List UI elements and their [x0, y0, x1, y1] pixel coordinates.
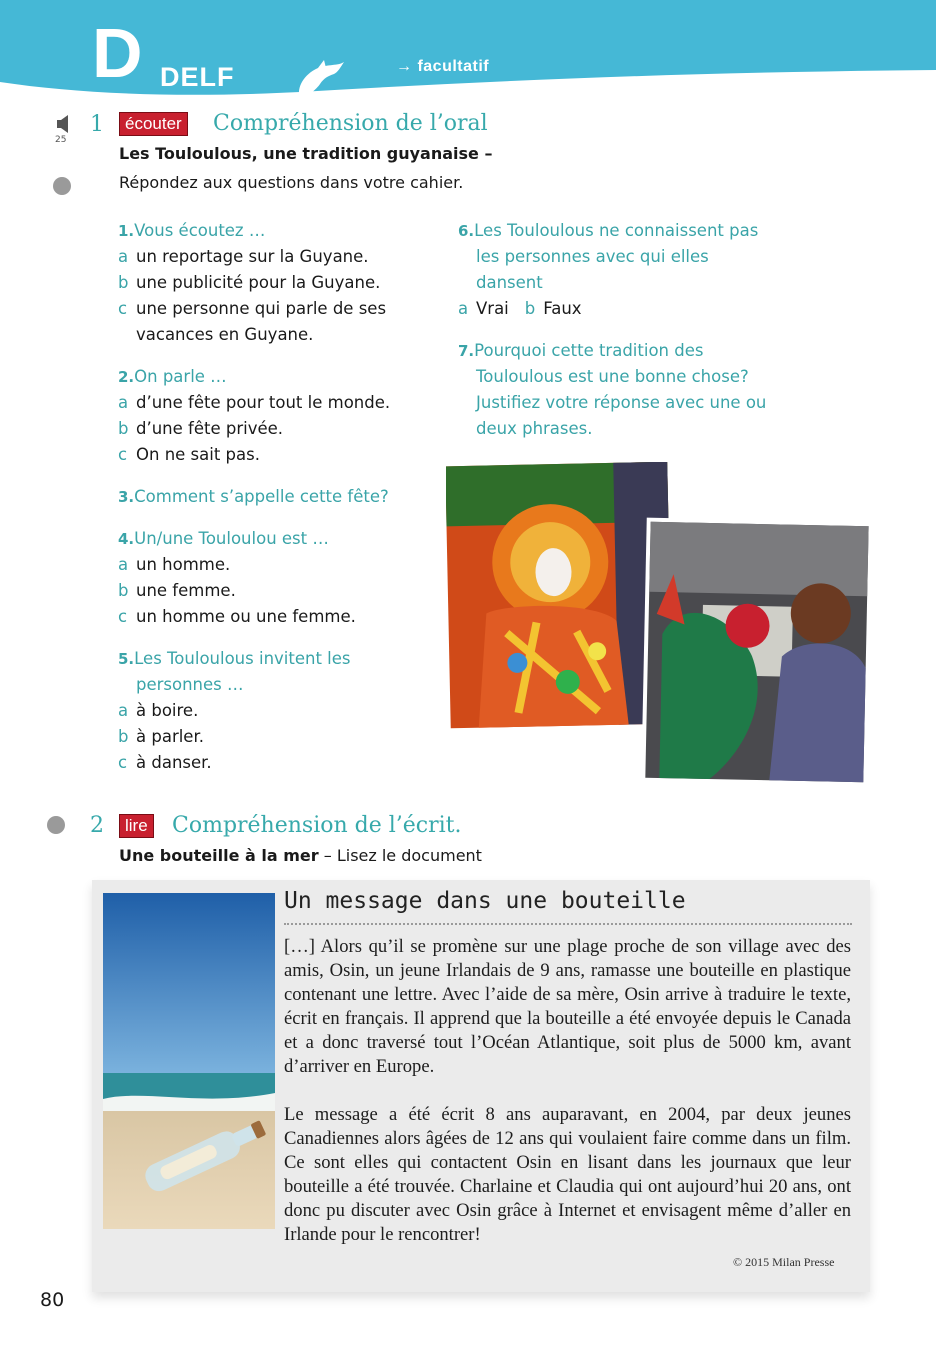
instruction: Répondez aux questions dans votre cahier. [119, 173, 464, 192]
question-text-continued: dansent [476, 273, 543, 292]
document-subtitle: Une bouteille à la mer – Lisez le document [119, 846, 482, 865]
question-4 [118, 526, 438, 630]
question-number: 4. [118, 530, 135, 548]
option: c un homme ou une femme. [118, 607, 356, 626]
option: b d’une fête privée. [118, 419, 284, 438]
speaker-icon[interactable] [56, 114, 72, 134]
option: b une publicité pour la Guyane. [118, 273, 381, 292]
exercise-number: 1 [90, 112, 104, 137]
option-continued: vacances en Guyane. [136, 325, 314, 344]
question-text: Les Touloulous invitent les [134, 649, 351, 668]
question-text: Comment s’appelle cette fête? [134, 487, 389, 506]
question-2 [118, 364, 438, 468]
option-row: a Vrai b Faux [458, 299, 582, 318]
section-title: Compréhension de l’écrit. [172, 813, 462, 838]
option: a d’une fête pour tout le monde. [118, 393, 391, 412]
question-number: 1. [118, 222, 135, 240]
option: a un homme. [118, 555, 231, 574]
section-title: Compréhension de l’oral [213, 111, 488, 136]
question-number: 6. [458, 222, 475, 240]
article-paragraph-2: Le message a été écrit 8 ans auparavant, en 2004, par deux jeunes Canadiennes alors âgées de 12 ans qui voulaient faire comme dans un film. Ce sont elles qui contactent Osin en lisant dans les journaux que leur bouteille a été trouvée. Charlaine et Claudia qui ont aujourd’hui 20 ans, ont donc pu discuter avec Osin grâce à Internet et envisagent même d’aller en Irlande pour le rencontrer! [284, 1104, 851, 1246]
question-text: Pourquoi cette tradition des [474, 341, 704, 360]
carnival-photo-man [642, 516, 872, 786]
bottle-photo [103, 893, 275, 1229]
question-text-continued: Justifiez votre réponse avec une ou [476, 393, 767, 412]
carnival-photo-costume [446, 462, 672, 730]
section-tag [119, 114, 188, 134]
question-text: On parle … [134, 367, 227, 386]
option: c à danser. [118, 753, 212, 772]
copyright-credit: © 2015 Milan Presse [733, 1255, 835, 1269]
question-number: 5. [118, 650, 135, 668]
bullet-dot [53, 177, 71, 195]
exercise-number: 2 [90, 813, 104, 838]
question-number: 3. [118, 488, 135, 506]
option: c On ne sait pas. [118, 445, 260, 464]
tag-listen: écouter [119, 112, 188, 136]
optional-label: → facultatif [396, 58, 490, 75]
option: a un reportage sur la Guyane. [118, 247, 369, 266]
question-3 [118, 484, 438, 510]
question-text: Vous écoutez … [134, 221, 266, 240]
document-heading: Un message dans une bouteille [284, 888, 686, 914]
question-text: Les Touloulous ne connaissent pas [474, 221, 759, 240]
dolphin-icon [294, 58, 346, 104]
exam-label: DELF [160, 62, 235, 92]
tag-read: lire [119, 814, 154, 838]
option: a à boire. [118, 701, 199, 720]
question-number: 7. [458, 342, 475, 360]
option: c une personne qui parle de ses [118, 299, 387, 318]
question-text: Un/une Touloulou est … [134, 529, 329, 548]
option: b une femme. [118, 581, 236, 600]
question-6 [458, 218, 818, 322]
question-text-continued: Touloulous est une bonne chose? [476, 367, 749, 386]
question-7 [458, 338, 818, 442]
document-title: Les Touloulous, une tradition guyanaise – [119, 144, 493, 163]
question-text-continued: personnes … [136, 675, 244, 694]
question-number: 2. [118, 368, 135, 386]
bullet-dot [47, 816, 65, 834]
section-tag [119, 816, 154, 836]
section-letter: D [92, 14, 143, 92]
page-number: 80 [40, 1289, 65, 1311]
question-5 [118, 646, 438, 776]
question-1 [118, 218, 438, 348]
question-text-continued: deux phrases. [476, 419, 593, 438]
option: b à parler. [118, 727, 204, 746]
article-paragraph-1: […] Alors qu’il se promène sur une plage proche de son village avec des amis, Osin, un jeune Irlandais de 9 ans, ramasse une bouteille en plastique contenant une lettre. Avec l’aide de sa mère, Osin arrive à traduire le texte, écrit en français. Il apprend que la bouteille a été envoyée depuis le Canada et a donc traversé tout l’Océan Atlantique, soit plus de 5000 km, avant d’arriver en Europe. [284, 936, 851, 1078]
question-text-continued: les personnes avec qui elles [476, 247, 709, 266]
audio-track-number: 25 [55, 135, 67, 145]
heading-divider [284, 923, 852, 925]
